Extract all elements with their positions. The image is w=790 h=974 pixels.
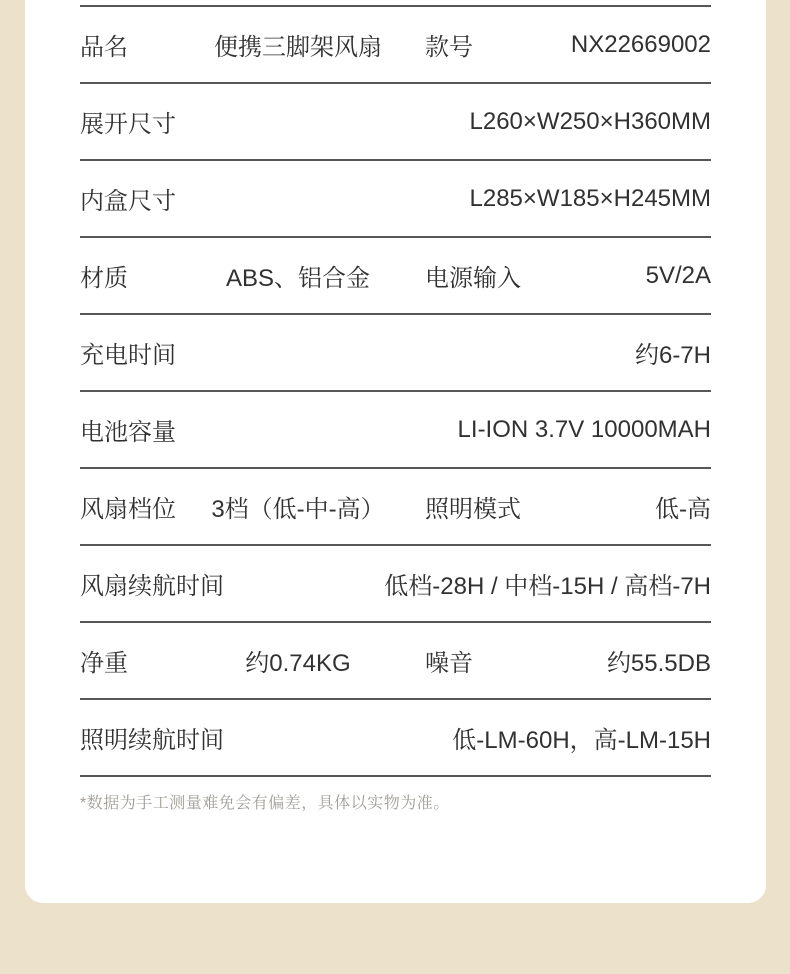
spec-label: 净重 — [80, 650, 128, 677]
spec-row — [80, 7, 711, 84]
spec-value: 便携三脚架风扇 — [214, 34, 382, 61]
spec-label: 电池容量 — [80, 419, 176, 446]
spec-value: L260×W250×H360MM — [469, 107, 711, 135]
spec-label: 展开尺寸 — [80, 111, 176, 138]
spec-value: 约6-7H — [634, 342, 711, 369]
spec-row — [80, 84, 711, 161]
spec-label: 噪音 — [425, 650, 473, 677]
spec-label: 电源输入 — [425, 265, 521, 292]
spec-label: 照明模式 — [425, 496, 521, 523]
spec-label: 款号 — [425, 34, 473, 61]
spec-row — [80, 546, 711, 623]
spec-row — [80, 700, 711, 777]
spec-card-content — [25, 0, 766, 813]
spec-value: 低档-28H / 中档-15H / 高档-7H — [384, 573, 711, 600]
spec-value: LI-ION 3.7V 10000MAH — [457, 415, 711, 443]
spec-value: 低-高 — [655, 496, 711, 523]
spec-label: 照明续航时间 — [80, 727, 224, 754]
spec-card — [25, 0, 766, 903]
spec-value: 5V/2A — [645, 261, 711, 289]
spec-value: NX22669002 — [570, 30, 711, 58]
measurement-disclaimer: *数据为手工测量难免会有偏差，具体以实物为准。 — [80, 795, 450, 812]
spec-label: 风扇档位 — [80, 496, 176, 523]
spec-table — [80, 5, 711, 777]
spec-row — [80, 238, 711, 315]
spec-row — [80, 469, 711, 546]
spec-label: 材质 — [80, 265, 128, 292]
spec-value: 约55.5DB — [606, 650, 711, 677]
spec-row — [80, 161, 711, 238]
spec-label: 风扇续航时间 — [80, 573, 224, 600]
spec-row — [80, 315, 711, 392]
spec-value: 低-LM-60H，高-LM-15H — [452, 727, 711, 754]
spec-row — [80, 392, 711, 469]
spec-value: 3档（低-中-高） — [211, 496, 385, 523]
spec-label: 品名 — [80, 34, 128, 61]
spec-row — [80, 623, 711, 700]
spec-value: ABS、铝合金 — [225, 265, 371, 292]
spec-label: 内盒尺寸 — [80, 188, 176, 215]
spec-value: 约0.74KG — [245, 650, 351, 677]
spec-label: 充电时间 — [80, 342, 176, 369]
spec-value: L285×W185×H245MM — [469, 184, 711, 212]
